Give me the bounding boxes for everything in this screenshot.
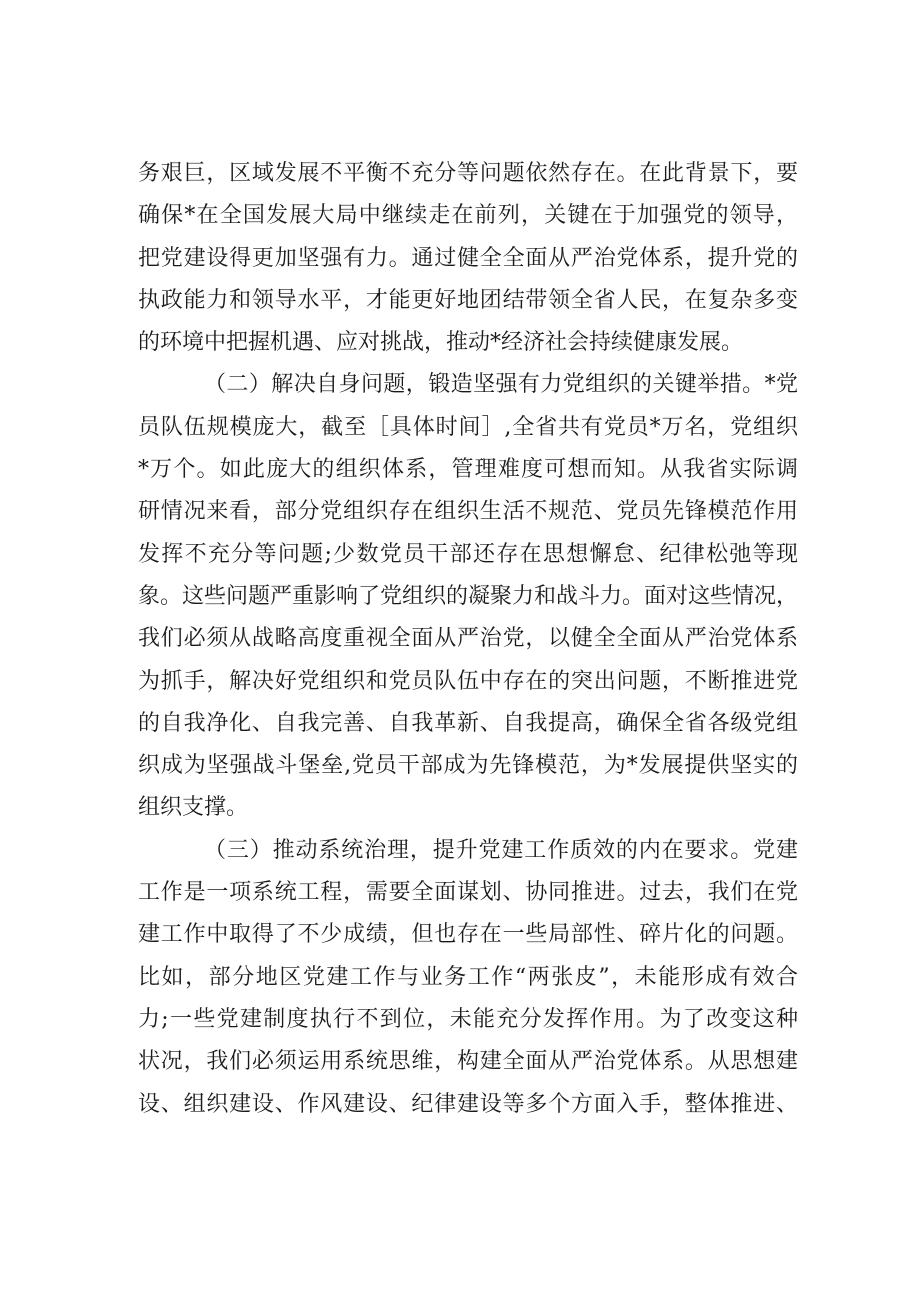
text-line: *万个。如此庞大的组织体系，管理难度可想而知。从我省实际调 bbox=[138, 457, 798, 483]
text-line: 确保*在全国发展大局中继续走在前列，关键在于加强党的领导， bbox=[138, 203, 798, 229]
text-line: 把党建设得更加坚强有力。通过健全全面从严治党体系，提升党的 bbox=[138, 245, 798, 271]
text-line: 执政能力和领导水平，才能更好地团结带领全省人民，在复杂多变 bbox=[138, 287, 798, 313]
text-line: （三）推动系统治理，提升党建工作质效的内在要求。党建 bbox=[204, 837, 798, 863]
text-line: 组织支撑。 bbox=[138, 795, 249, 821]
paragraph-3 bbox=[138, 830, 798, 1126]
text-line: 织成为坚强战斗堡垒,党员干部成为先锋模范，为*发展提供坚实的 bbox=[138, 753, 798, 779]
text-line: 工作是一项系统工程，需要全面谋划、协同推进。过去，我们在党 bbox=[138, 880, 798, 906]
paragraph-2 bbox=[138, 364, 798, 829]
paragraph-1 bbox=[138, 153, 798, 364]
text-line: 建工作中取得了不少成绩，但也存在一些局部性、碎片化的问题。 bbox=[138, 922, 798, 948]
text-line: 的自我净化、自我完善、自我革新、自我提高，确保全省各级党组 bbox=[138, 710, 798, 736]
text-line: 的环境中把握机遇、应对挑战，推动*经济社会持续健康发展。 bbox=[138, 330, 744, 356]
text-line: 我们必须从战略高度重视全面从严治党，以健全全面从严治党体系 bbox=[138, 626, 798, 652]
document-body bbox=[138, 153, 798, 1126]
text-line: 设、组织建设、作风建设、纪律建设等多个方面入手，整体推进、 bbox=[138, 1091, 798, 1117]
text-line: 为抓手，解决好党组织和党员队伍中存在的突出问题，不断推进党 bbox=[138, 668, 798, 694]
text-line: 力;一些党建制度执行不到位，未能充分发挥作用。为了改变这种 bbox=[138, 1006, 798, 1032]
text-line: 象。这些问题严重影响了党组织的凝聚力和战斗力。面对这些情况， bbox=[138, 583, 798, 609]
text-line: （二）解决自身问题，锻造坚强有力党组织的关键举措。*党 bbox=[204, 372, 798, 398]
text-line: 发挥不充分等问题;少数党员干部还存在思想懈怠、纪律松弛等现 bbox=[138, 541, 798, 567]
text-line: 研情况来看，部分党组织存在组织生活不规范、党员先锋模范作用 bbox=[138, 499, 798, 525]
text-line: 状况，我们必须运用系统思维，构建全面从严治党体系。从思想建 bbox=[138, 1049, 798, 1075]
text-line: 员队伍规模庞大，截至［具体时间］,全省共有党员*万名，党组织 bbox=[138, 414, 798, 440]
text-line: 务艰巨，区域发展不平衡不充分等问题依然存在。在此背景下，要 bbox=[138, 161, 798, 186]
text-line: 比如，部分地区党建工作与业务工作“两张皮”，未能形成有效合 bbox=[138, 964, 798, 990]
